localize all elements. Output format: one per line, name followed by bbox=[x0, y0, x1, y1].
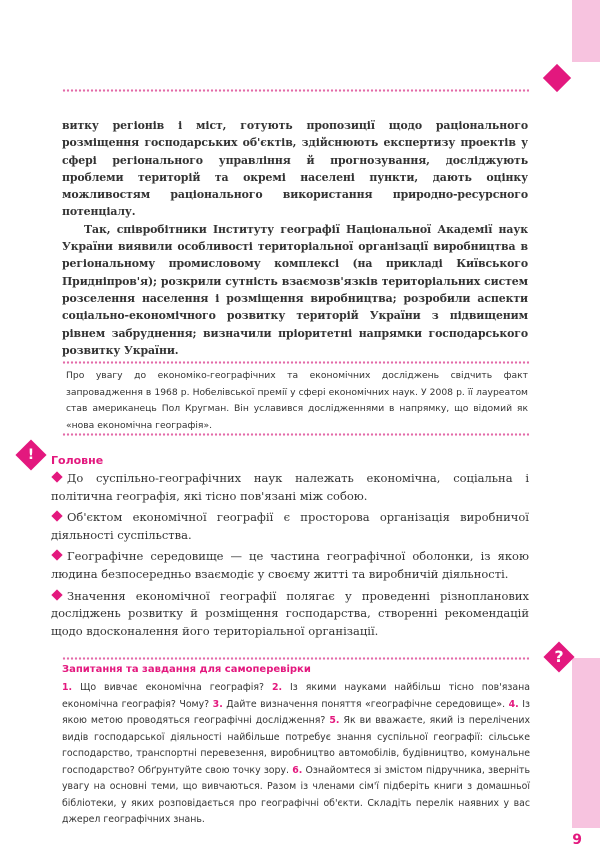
main-summary-title: Головне bbox=[51, 454, 104, 467]
body-text bbox=[62, 117, 528, 359]
question-text: Що вивчає економічна географія? bbox=[80, 682, 264, 693]
summary-item: Значення економічної географії полягає у проведенні різнопланових досліджень розвитку й розміщення господарства, створенні рекомендацій щодо вдосконалення його територіальної організації. bbox=[51, 588, 529, 638]
question-text: Як ви вважаєте, який із перелічених видів господарської діяльності найбільше потребує знання суспільної географії: сільське господарство, транспортні перевезення, виробництво автомобілів, будівництво, комунальне господарство? Обґрунтуйте свою точку зору. bbox=[62, 715, 530, 776]
diamond-bullet-icon bbox=[51, 511, 62, 522]
note-divider-top bbox=[62, 361, 529, 364]
margin-tab-top bbox=[572, 0, 600, 62]
margin-tab-bottom bbox=[572, 658, 600, 828]
question-text: Із якими науками найбільш тісно пов'язана економічна географія? Чому? bbox=[62, 682, 530, 710]
paragraph-2: Так, співробітники Інституту географії Національної Академії наук України виявили особливості територіальної організації виробництва в регіональному промисловому комплексі (на прикладі Київського Придніпров'я); розкрили сутність взаємозв'язків територіальних систем розселення населення і розміщення виробництва; розробили аспекти соціально-економічного розвитку територій України з підвищеним рівнем забруднення; визначили пріоритетні напрямки господарського розвитку України. bbox=[62, 222, 528, 357]
question-mark-icon: ? bbox=[554, 647, 564, 666]
question-number: 3. bbox=[212, 698, 223, 710]
question-text: Дайте визначення поняття «географічне середовище». bbox=[226, 698, 506, 710]
main-summary-list bbox=[51, 470, 529, 644]
summary-item: До суспільно-географічних наук належать економічна, соціальна і політична географія, які тісно пов'язані між собою. bbox=[51, 471, 529, 503]
question-number: 2. bbox=[271, 682, 283, 693]
questions-list bbox=[62, 680, 530, 829]
questions-title: Запитання та завдання для самоперевірки bbox=[62, 664, 311, 675]
note-divider-bottom bbox=[62, 433, 529, 436]
summary-item: Географічне середовище — це частина географічної оболонки, із якою людина безпосередньо взаємодіє у своєму житті та виробничій діяльності. bbox=[51, 549, 529, 581]
exclamation-icon: ! bbox=[27, 447, 35, 463]
diamond-marker-icon bbox=[543, 64, 571, 92]
diamond-bullet-icon bbox=[51, 471, 62, 482]
question-number: 5. bbox=[329, 715, 340, 726]
question-number: 4. bbox=[508, 698, 519, 710]
questions-divider bbox=[62, 657, 529, 660]
question-number: 1. bbox=[62, 682, 73, 693]
diamond-bullet-icon bbox=[51, 589, 62, 600]
note-box: Про увагу до економіко-географічних та економічних досліджень свідчить факт запровадження в 1968 р. Нобелівської премії у сфері економічних наук. У 2008 р. її лауреатом став американець Пол Кругман. Він уславився дослідженнями в напрямку, що відомий як «нова економічна географія». bbox=[66, 370, 528, 431]
summary-item: Об'єктом економічної географії є просторова організація виробничої діяльності суспільства. bbox=[51, 510, 529, 542]
question-text: Ознайомтеся зі змістом підручника, зверніть увагу на основні теми, що вивчаються. Разом із членами сім'ї підберіть книги з домашньої бібліотеки, у яких розповідається про географічні об'єкти. Складіть перелік наявних у вас джерел географічних знань. bbox=[62, 764, 530, 825]
question-number: 6. bbox=[292, 764, 303, 776]
page-number: 9 bbox=[572, 832, 582, 848]
top-dotted-divider bbox=[62, 89, 529, 92]
question-text: Із якою метою проводяться географічні дослідження? bbox=[62, 698, 530, 726]
diamond-bullet-icon bbox=[51, 550, 62, 561]
paragraph-1: витку регіонів і міст, готують пропозиції щодо раціонального розміщення господарських об'єктів, здійснюють експертизу проектів у сфері регіонального управління й прогнозування, досліджують проблеми територій та окремі населені пункти, дають оцінку можливостям раціонального використання природно-ресурсного потенціалу. bbox=[62, 119, 528, 219]
